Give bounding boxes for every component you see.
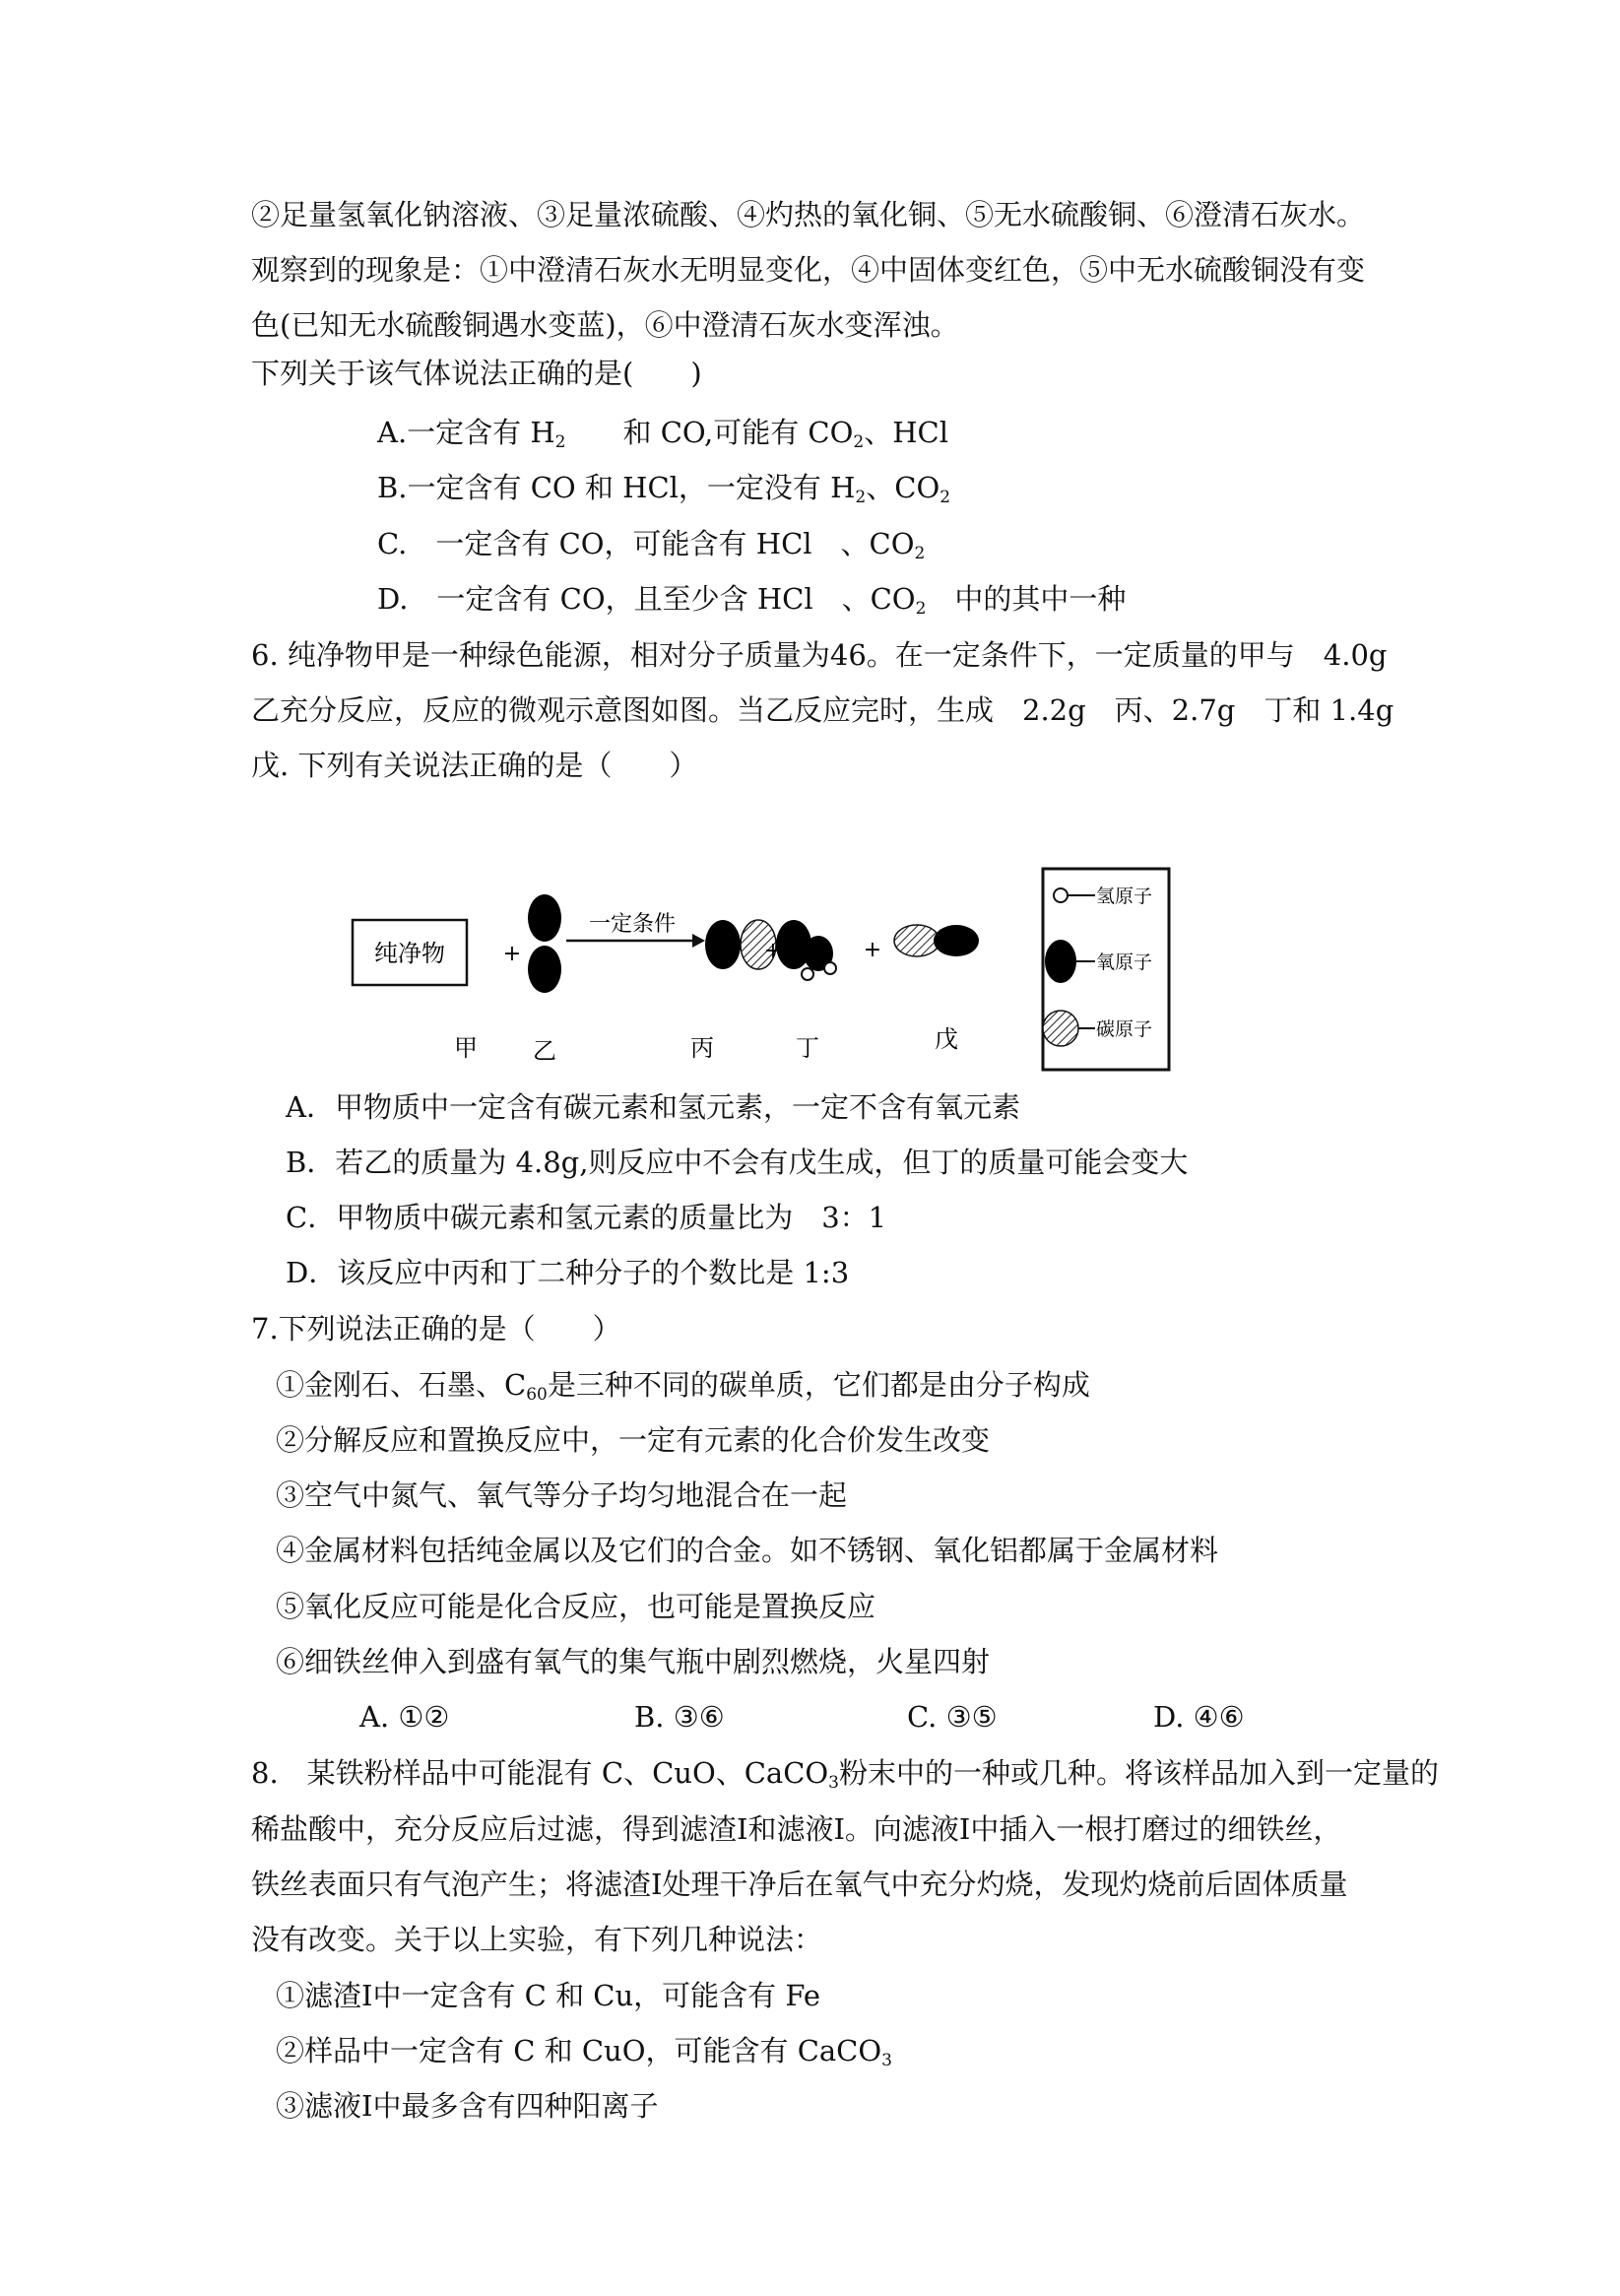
q6-option-d: D．该反应中丙和丁二种分子的个数比是 1:3 [286,1256,850,1289]
q5-question-stem: 下列关于该气体说法正确的是( ) [251,357,702,390]
q5-option-d: D. 一定含有 CO，且至少含 HCl 、$CO_2$ 中的其中一种 [377,582,1127,619]
q5-observation-line-2: 色(已知无水硫酸铜遇水变蓝)，⑥中澄清石灰水变浑浊。 [251,308,959,342]
q7-statement-2: ②分解反应和置换反应中，一定有元素的化合价发生改变 [276,1423,991,1457]
q7-options [359,1697,1246,1737]
q7-stem: 7.下列说法正确的是（ ） [251,1312,621,1345]
q8-statement-2: ②样品中一定含有 C 和 CuO，可能含有 CaCO$_3$ [276,2034,892,2070]
co-oxygen-atom [934,925,979,956]
label-jia: 甲 [454,1034,478,1062]
reaction-micro-diagram [345,863,1182,1080]
q8-statement-3: ③滤液Ⅰ中最多含有四种阳离子 [276,2089,659,2123]
q7-statement-4: ④金属材料包括纯金属以及它们的合金。如不锈钢、氧化铝都属于金属材料 [276,1534,1219,1567]
q7-option-b: B. ③⑥ [634,1700,725,1734]
co2-oxygen-left [705,920,741,969]
pure-substance-label: 纯净物 [374,940,445,967]
q7-option-c: C. ③⑤ [907,1700,998,1734]
q7-option-a: A. ①② [359,1700,450,1734]
label-yi: 乙 [533,1037,556,1065]
q7-statement-3: ③空气中氮气、氧气等分子均匀地混合在一起 [276,1478,848,1512]
q5-option-c: C. 一定含有 CO，可能含有 HCl 、$CO_2$ [377,527,926,563]
q5-option-b: B.一定含有 CO 和 HCl，一定没有 $H_2$、$CO_2$ [377,471,951,507]
h2o-hydrogen-left [802,968,813,980]
q6-option-b: B．若乙的质量为 4.8g,则反应中不会有戊生成，但丁的质量可能会变大 [286,1146,1189,1179]
q5-observation-line-1: 观察到的现象是：①中澄清石灰水无明显变化，④中固体变红色，⑤中无水硫酸铜没有变 [251,253,1366,287]
arrow-condition-label: 一定条件 [588,912,677,937]
q6-stem-line-1: 6. 纯净物甲是一种绿色能源，相对分子质量为46。在一定条件下，一定质量的甲与 4.0g [251,638,1388,672]
legend-hydrogen-label: 氢原子 [1096,886,1153,907]
q7-option-d: D. ④⑥ [1153,1700,1245,1734]
label-bing: 丙 [690,1034,714,1062]
legend-oxygen-label: 氧原子 [1096,951,1153,973]
q6-option-a: A．甲物质中一定含有碳元素和氢元素，一定不含有氧元素 [286,1090,1020,1124]
q7-statement-5: ⑤氧化反应可能是化合反应，也可能是置换反应 [276,1590,876,1623]
q8-stem-line-3: 铁丝表面只有气泡产生；将滤渣Ⅰ处理干净后在氧气中充分灼烧，发现灼烧前后固体质量 [251,1868,1348,1901]
q7-statement-6: ⑥细铁丝伸入到盛有氧气的集气瓶中剧烈燃烧，火星四射 [276,1645,991,1678]
q8-stem-line-4: 没有改变。关于以上实验，有下列几种说法： [251,1923,823,1956]
label-wu: 戊 [935,1025,958,1053]
q5-reagent-line: ②足量氢氧化钠溶液、③足量浓硫酸、④灼热的氧化铜、⑤无水硫酸铜、⑥澄清石灰水。 [251,198,1366,231]
q6-stem-line-2: 乙充分反应，反应的微观示意图如图。当乙反应完时，生成 2.2g 丙、2.7g 丁和 1.4g [251,693,1394,727]
oxygen-atom-top [528,894,561,942]
legend-carbon-icon [1043,1011,1078,1046]
q8-stem-line-2: 稀盐酸中，充分反应后过滤，得到滤渣Ⅰ和滤液Ⅰ。向滤液Ⅰ中插入一根打磨过的细铁丝， [251,1812,1342,1846]
h2o-hydrogen-right [824,962,836,974]
label-ding: 丁 [796,1034,819,1062]
plus-sign-2: + [763,939,783,963]
q5-option-a: A.一定含有 $H_2$ 和 CO,可能有 $CO_2$、HCl [377,416,948,452]
co-carbon-atom [894,925,940,956]
q6-option-c: C．甲物质中碳元素和氢元素的质量比为 3：1 [286,1201,887,1234]
q7-statement-1: ①金刚石、石墨、$C_{60}$是三种不同的碳单质，它们都是由分子构成 [276,1368,1090,1405]
arrow-head-icon [692,934,705,948]
legend-carbon-label: 碳原子 [1096,1018,1153,1040]
oxygen-atom-bottom [528,946,561,993]
plus-sign-1: + [502,942,522,966]
q6-stem-line-3: 戊. 下列有关说法正确的是（ ） [251,749,698,782]
q8-statement-1: ①滤渣Ⅰ中一定含有 C 和 Cu，可能含有 Fe [276,1979,821,2012]
q8-stem-line-1: 8. 某铁粉样品中可能混有 C、CuO、CaCO$_3$粉末中的一种或几种。将该样品加入到一定量的 [251,1756,1440,1793]
legend-hydrogen-icon [1054,888,1068,902]
plus-sign-3: + [863,938,882,962]
legend-oxygen-icon [1045,940,1076,983]
